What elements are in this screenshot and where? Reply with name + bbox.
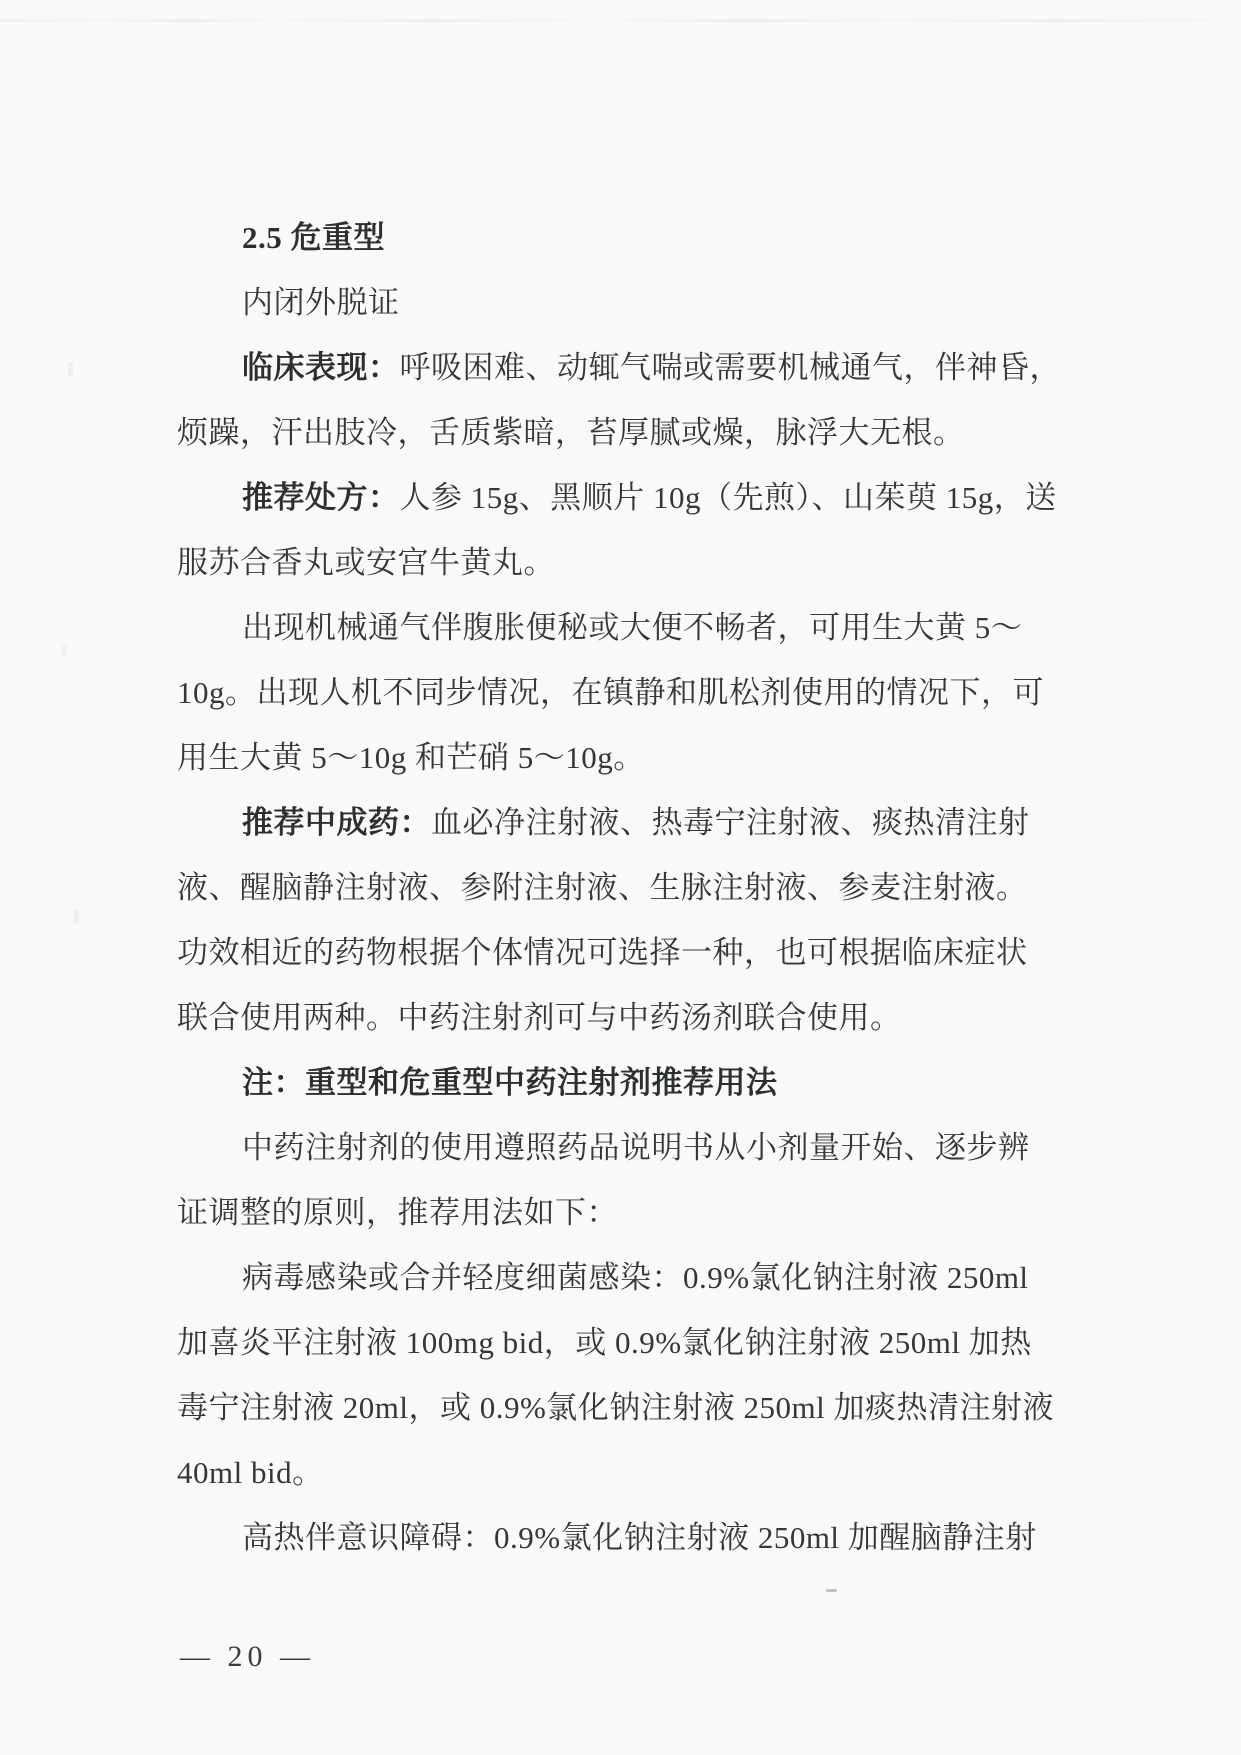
body-text: 病毒感染或合并轻度细菌感染：0.9%氯化钠注射液 250ml: [242, 1260, 1029, 1295]
document-body: [177, 205, 1077, 1570]
text-line: [177, 1505, 1077, 1570]
emphasis-text: 推荐中成药：: [242, 805, 431, 840]
text-line: [177, 1310, 1077, 1375]
text-line: [177, 985, 1077, 1050]
text-line: [177, 1180, 1077, 1245]
body-text: 联合使用两种。中药注射剂可与中药汤剂联合使用。: [177, 1000, 902, 1035]
text-line: [177, 660, 1077, 725]
text-line: [177, 335, 1077, 400]
text-line: [177, 465, 1077, 530]
scan-speck: [62, 645, 67, 657]
emphasis-text: 临床表现：: [242, 350, 400, 385]
body-text: 烦躁，汗出肢冷，舌质紫暗，苔厚腻或燥，脉浮大无根。: [177, 415, 965, 450]
text-line: [177, 855, 1077, 920]
text-line: [177, 725, 1077, 790]
text-line: [177, 1375, 1077, 1440]
page-number: — 20 —: [180, 1640, 315, 1673]
body-text: 呼吸困难、动辄气喘或需要机械通气，伴神昏，: [399, 350, 1061, 385]
text-line: [177, 400, 1077, 465]
emphasis-text: 2.5 危重型: [242, 220, 385, 255]
text-line: [177, 595, 1077, 660]
text-line: [177, 1245, 1077, 1310]
scan-speck: [74, 910, 79, 924]
body-text: 中药注射剂的使用遵照药品说明书从小剂量开始、逐步辨: [242, 1130, 1030, 1165]
text-line: [177, 1440, 1077, 1505]
body-text: 高热伴意识障碍：0.9%氯化钠注射液 250ml 加醒脑静注射: [242, 1520, 1037, 1555]
scan-speck: [826, 1589, 837, 1592]
text-line: [177, 1115, 1077, 1180]
body-text: 人参 15g、黑顺片 10g（先煎）、山茱萸 15g，送: [399, 480, 1057, 515]
body-text: 用生大黄 5～10g 和芒硝 5～10g。: [177, 740, 645, 775]
body-text: 功效相近的药物根据个体情况可选择一种，也可根据临床症状: [177, 935, 1028, 970]
body-text: 出现机械通气伴腹胀便秘或大便不畅者，可用生大黄 5～: [242, 610, 1023, 645]
emphasis-text: 推荐处方：: [242, 480, 400, 515]
text-line: [177, 205, 1077, 270]
body-text: 证调整的原则，推荐用法如下：: [177, 1195, 618, 1230]
emphasis-text: 注：重型和危重型中药注射剂推荐用法: [242, 1065, 778, 1100]
body-text: 加喜炎平注射液 100mg bid，或 0.9%氯化钠注射液 250ml 加热: [177, 1325, 1032, 1360]
body-text: 血必净注射液、热毒宁注射液、痰热清注射: [431, 805, 1030, 840]
text-line: [177, 920, 1077, 985]
text-line: [177, 790, 1077, 855]
body-text: 10g。出现人机不同步情况，在镇静和肌松剂使用的情况下，可: [177, 675, 1044, 710]
scan-speck: [68, 362, 73, 376]
body-text: 40ml bid。: [177, 1455, 324, 1490]
body-text: 毒宁注射液 20ml，或 0.9%氯化钠注射液 250ml 加痰热清注射液: [177, 1390, 1055, 1425]
text-line: [177, 1050, 1077, 1115]
body-text: 内闭外脱证: [242, 285, 400, 320]
body-text: 液、醒脑静注射液、参附注射液、生脉注射液、参麦注射液。: [177, 870, 1028, 905]
text-line: [177, 270, 1077, 335]
text-line: [177, 530, 1077, 595]
body-text: 服苏合香丸或安宫牛黄丸。: [177, 545, 555, 580]
scan-artifact-top-edge: [0, 19, 1241, 22]
